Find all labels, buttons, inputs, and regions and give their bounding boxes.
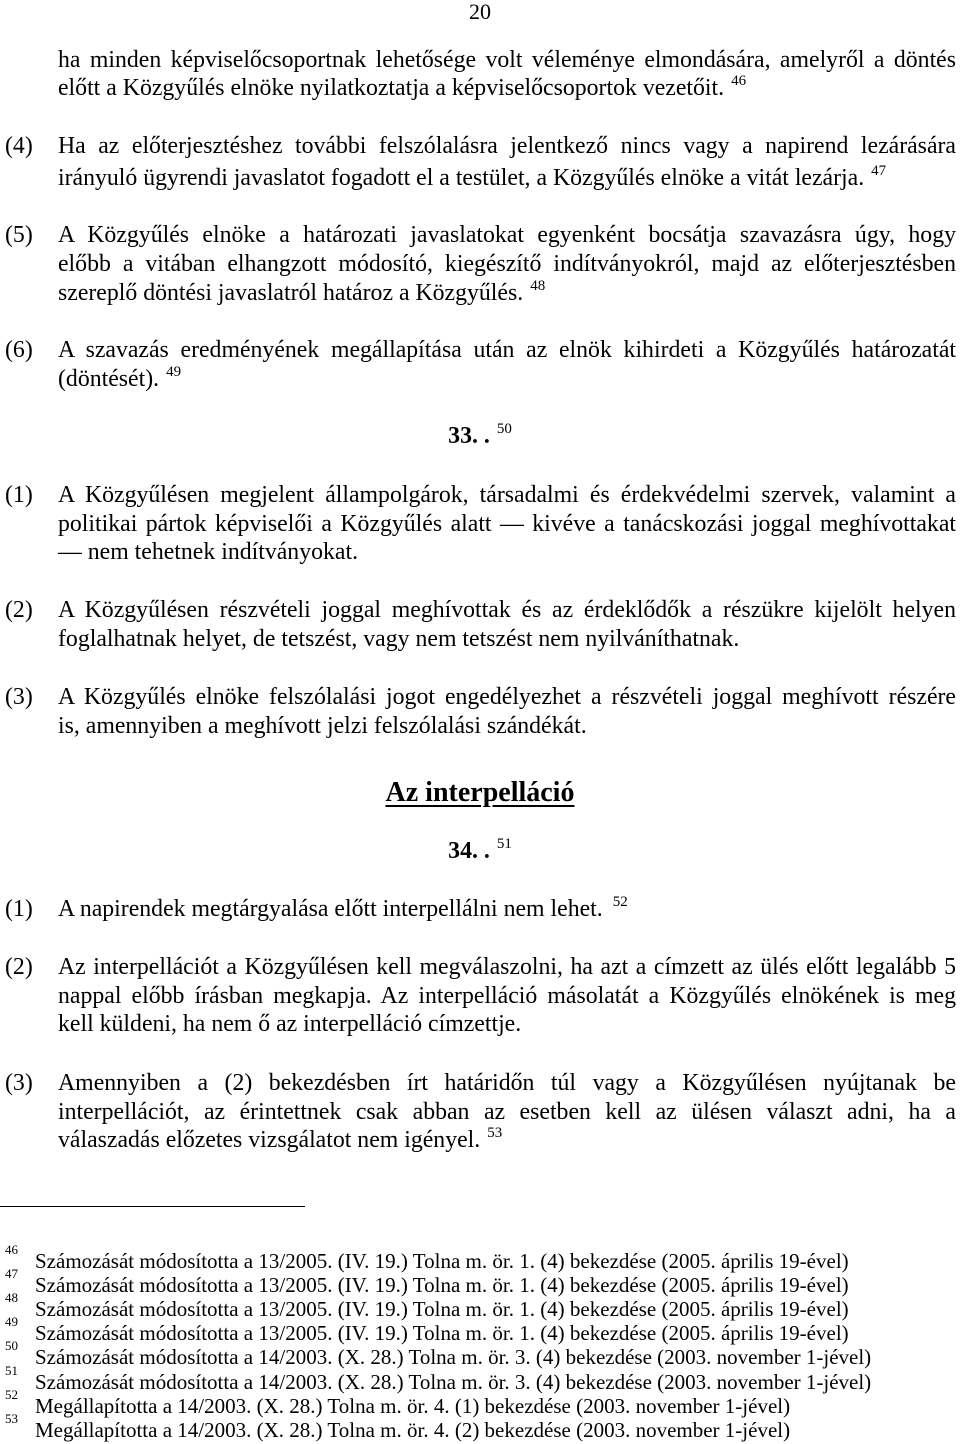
footnote-separator xyxy=(0,1206,305,1207)
paragraph-line: nappal előbb írásban megkapja. Az interpelláció másolatát a Közgyűlés elnökének is meg xyxy=(58,983,956,1009)
paragraph-line: A Közgyűlés elnöke a határozati javaslatokat egyenként bocsátja szavazásra úgy, hogy xyxy=(58,222,956,248)
line-text: válaszadás előzetes vizsgálatot nem igényel. xyxy=(58,1127,481,1153)
footnote-text: Számozását módosította a 13/2005. (IV. 19.) Tolna m. ör. 1. (4) bekezdése (2005. április 19-ével) xyxy=(35,1273,849,1297)
paragraph-number: (1) xyxy=(5,482,33,508)
footnote-number: 52 xyxy=(5,1387,18,1402)
section-heading xyxy=(0,837,960,866)
paragraph-line xyxy=(58,365,956,394)
paragraph-line: Az interpellációt a Közgyűlésen kell megválaszolni, ha azt a címzett az ülés előtt legalább 5 xyxy=(58,954,956,980)
footnote-text: Számozását módosította a 14/2003. (X. 28.) Tolna m. ör. 3. (4) bekezdése (2003. november 1-jével) xyxy=(35,1370,872,1394)
paragraph-line: interpellációt, az érintettnek csak abban az esetben kell az ülésen választ adni, ha a xyxy=(58,1099,956,1125)
paragraph-line: előbb a vitában elhangzott módosító, kiegészítő indítványokról, majd az előterjesztésben xyxy=(58,251,956,277)
paragraph-line: Amennyiben a (2) bekezdésben írt határidőn túl vagy a Közgyűlésen nyújtanak be xyxy=(58,1070,956,1096)
paragraph-number: (1) xyxy=(5,896,33,922)
section-number: 34. . xyxy=(448,838,490,864)
chapter-title-text: Az interpelláció xyxy=(385,777,575,808)
paragraph-line: is, amennyiben a meghívott jelzi felszólalási szándékát. xyxy=(58,713,587,739)
page-number: 20 xyxy=(469,0,491,24)
paragraph-line: foglalhatnak helyet, de tetszést, vagy nem tetszést nem nyilváníthatnak. xyxy=(58,626,740,652)
paragraph-number: (3) xyxy=(5,1070,33,1096)
footnote-number: 53 xyxy=(5,1411,18,1426)
footnote-number: 47 xyxy=(5,1266,18,1281)
chapter-title xyxy=(0,776,960,810)
footnote-number: 46 xyxy=(5,1242,18,1257)
footnote-ref[interactable]: 50 xyxy=(496,421,512,437)
footnote-text: Számozását módosította a 13/2005. (IV. 19.) Tolna m. ör. 1. (4) bekezdése (2005. április 19-ével) xyxy=(35,1321,849,1345)
paragraph-number: (2) xyxy=(5,954,33,980)
footnote-ref[interactable]: 46 xyxy=(731,73,747,89)
footnote-text: Megállapította a 14/2003. (X. 28.) Tolna m. ör. 4. (1) bekezdése (2003. november 1-jével) xyxy=(35,1394,791,1418)
paragraph-line: A szavazás eredményének megállapítása után az elnök kihirdeti a Közgyűlés határozatát xyxy=(58,337,956,363)
footnote-ref[interactable]: 53 xyxy=(487,1125,503,1141)
line-text: A napirendek megtárgyalása előtt interpellálni nem lehet. xyxy=(58,896,603,922)
paragraph-line: A Közgyűlésen részvételi joggal meghívottak és az érdeklődők a részükre kijelölt helyen xyxy=(58,597,956,623)
paragraph-number: (5) xyxy=(5,222,33,248)
line-text: irányuló ügyrendi javaslatot fogadott el a testület, a Közgyűlés elnöke a vitát lezárja. xyxy=(58,165,865,191)
footnote-number: 50 xyxy=(5,1338,18,1353)
footnote-text: Megállapította a 14/2003. (X. 28.) Tolna m. ör. 4. (2) bekezdése (2003. november 1-jével) xyxy=(35,1418,791,1442)
paragraph-line xyxy=(58,279,956,308)
footnote-number: 49 xyxy=(5,1314,18,1329)
section-heading xyxy=(0,422,960,451)
paragraph-line: kell küldeni, ha nem ő az interpelláció címzettje. xyxy=(58,1011,522,1037)
paragraph-line: A Közgyűlésen megjelent állampolgárok, társadalmi és érdekvédelmi szervek, valamint a xyxy=(58,482,956,508)
footnote-text: Számozását módosította a 13/2005. (IV. 19.) Tolna m. ör. 1. (4) bekezdése (2005. április 19-ével) xyxy=(35,1249,849,1273)
footnote-number: 51 xyxy=(5,1363,18,1378)
paragraph-line: A Közgyűlés elnöke felszólalási jogot engedélyezhet a részvételi joggal meghívott részére xyxy=(58,684,956,710)
footnote-text: Számozását módosította a 14/2003. (X. 28.) Tolna m. ör. 3. (4) bekezdése (2003. november 1-jével) xyxy=(35,1345,872,1369)
paragraph-number: (6) xyxy=(5,337,33,363)
footnote-ref[interactable]: 51 xyxy=(496,836,512,852)
line-text: szereplő döntési javaslatról határoz a Közgyűlés. xyxy=(58,280,524,306)
line-text: előtt a Közgyűlés elnöke nyilatkoztatja a képviselőcsoportok vezetőit. xyxy=(58,75,725,101)
paragraph-line xyxy=(58,1126,956,1155)
section-number: 33. . xyxy=(448,423,490,449)
paragraph-line xyxy=(58,895,956,924)
footnote-text: Számozását módosította a 13/2005. (IV. 19.) Tolna m. ör. 1. (4) bekezdése (2005. április 19-ével) xyxy=(35,1297,849,1321)
footnote-ref[interactable]: 47 xyxy=(871,163,887,179)
footnote-ref[interactable]: 48 xyxy=(530,278,546,294)
paragraph-line: ha minden képviselőcsoportnak lehetősége volt véleménye elmondására, amelyről a döntés xyxy=(58,47,956,73)
paragraph-line: politikai pártok képviselői a Közgyűlés alatt — kivéve a tanácskozási joggal meghívottakat xyxy=(58,511,956,537)
paragraph-line: — nem tehetnek indítványokat. xyxy=(58,539,359,565)
paragraph-line: Ha az előterjesztéshez további felszólalásra jelentkező nincs vagy a napirend lezárására xyxy=(58,133,956,159)
paragraph-number: (4) xyxy=(5,133,33,159)
paragraph-line xyxy=(58,164,956,193)
footnote-number: 48 xyxy=(5,1290,18,1305)
line-text: (döntését). xyxy=(58,366,160,392)
footnote-ref[interactable]: 52 xyxy=(612,894,628,910)
paragraph-line xyxy=(58,74,956,103)
paragraph-number: (2) xyxy=(5,597,33,623)
paragraph-number: (3) xyxy=(5,684,33,710)
footnote-ref[interactable]: 49 xyxy=(166,364,182,380)
